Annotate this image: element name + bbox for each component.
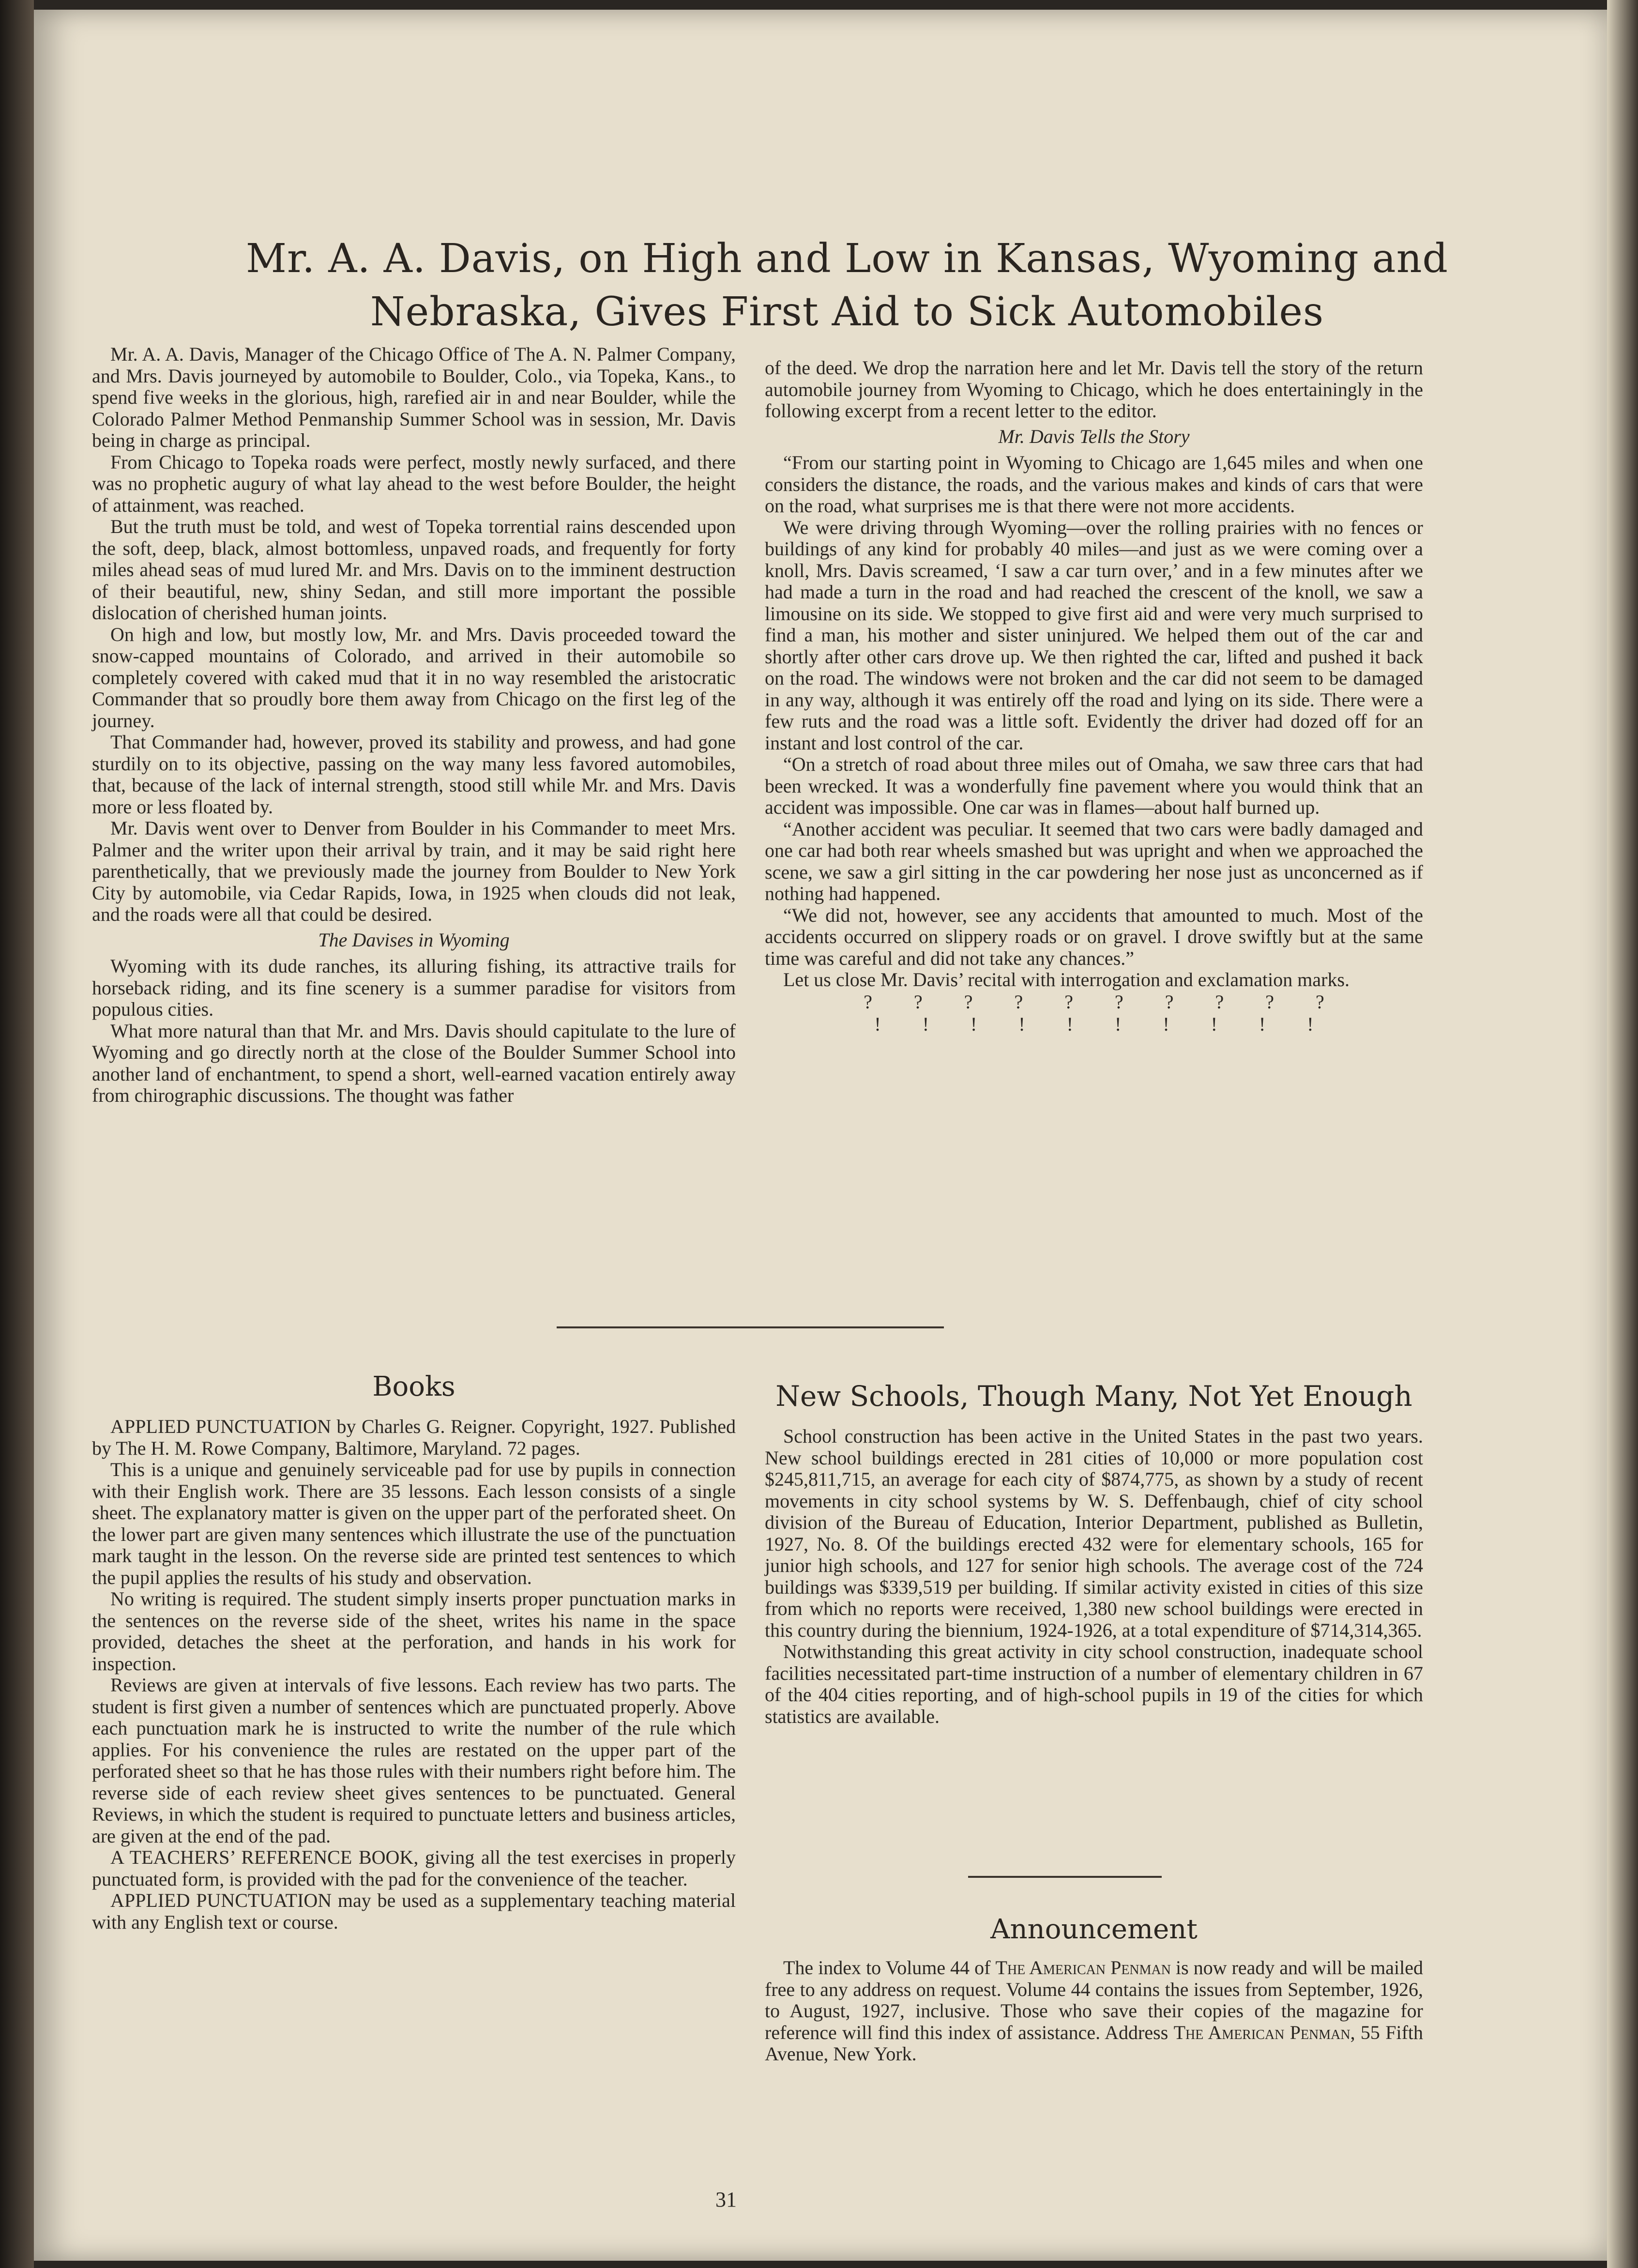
paragraph: This is a unique and genuinely serviceable pad for use by pupils in connection with their English work. There are 35 lessons. Each lesson consists of a single sheet. The explanatory matter is given on the upper part of the perforated sheet. On the lower part are given many sentences which illustrate the use of the punctuation mark taught in the lesson. On the reverse side are printed test sentences to which the pupil applies the results of his study and observation.	[92, 1459, 736, 1588]
paragraph: Let us close Mr. Davis’ recital with interrogation and exclamation marks.	[783, 969, 1350, 990]
paragraph: But the truth must be told, and west of Topeka torrential rains descended upon the soft, deep, black, almost bottomless, unpaved roads, and frequently for forty miles ahead seas of mud lured Mr. and Mrs. Davis on to the imminent destruction of their beautiful, new, shiny Sedan, and still more important the possible dislocation of cherished human joints.	[92, 516, 736, 624]
announcement-text-b: is now ready and will be mailed free to any address on request. Volume 44 contains the issues from September, 1926, to August, 1927, inclusive. Those who save their copies of the magazine for reference will find this index of assistance. Address	[765, 1957, 1424, 2043]
article-left-column	[92, 344, 736, 1107]
article-right-column	[765, 357, 1423, 1035]
announcement-text-c: , 55 Fifth Avenue, New York.	[765, 2021, 1424, 2065]
title-line-2: Nebraska, Gives First Aid to Sick Automobiles	[370, 289, 1324, 335]
books-column	[92, 1416, 736, 1933]
paragraph: From Chicago to Topeka roads were perfect, mostly newly surfaced, and there was no prophetic augury of what lay ahead to the west before Boulder, the height of attainment, was reached.	[92, 451, 736, 516]
schools-column	[765, 1426, 1423, 1727]
paragraph: Reviews are given at intervals of five lessons. Each review has two parts. The student is first given a number of sentences which are punctuated properly. Above each punctuation mark he is instructed to write the number of the rule which applies. For his convenience the rules are restated on the upper part of the perforated sheet so that he has those rules with their numbers right before him. The reverse side of each review sheet gives sentences to be punctuated. General Reviews, in which the student is required to punctuate letters and business articles, are given at the end of the pad.	[92, 1674, 736, 1847]
page-edge	[1607, 0, 1638, 2268]
announcement-column	[765, 1957, 1423, 2065]
paragraph: Mr. A. A. Davis, Manager of the Chicago Office of The A. N. Palmer Company, and Mrs. Davis journeyed by automobile to Boulder, Colo., via Topeka, Kans., to spend five weeks in the glorious, high, rarefied air in and near Boulder, while the Colorado Palmer Method Penmanship Summer School was in session, Mr. Davis being in charge as principal.	[92, 343, 736, 451]
article-title	[145, 232, 1549, 339]
announcement-text-a: The index to Volume 44 of	[783, 1957, 996, 1979]
paragraph: What more natural than that Mr. and Mrs. Davis should capitulate to the lure of Wyoming and go directly north at the close of the Boulder Summer School into another land of enchantment, to spend a short, well-earned vacation entirely away from chirographic discussions. The thought was father	[92, 1020, 736, 1106]
paragraph: On high and low, but mostly low, Mr. and Mrs. Davis proceeded toward the snow-capped mountains of Colorado, and arrived in their automobile so completely covered with caked mud that it in no way resembled the aristocratic Commander that so proudly bore them away from Chicago on the first leg of the journey.	[92, 623, 736, 731]
paragraph: of the deed. We drop the narration here and let Mr. Davis tell the story of the return automobile journey from Wyoming to Chicago, which he does entertainingly in the following excerpt from a recent letter to the editor.	[765, 357, 1423, 422]
exclamation-marks-row: ! ! ! ! ! ! ! ! ! !	[874, 1013, 1332, 1035]
paragraph: “On a stretch of road about three miles out of Omaha, we saw three cars that had been wrecked. It was a wonderfully fine pavement where you would think that an accident was impossible. One car was in flames—about half burned up.	[765, 753, 1423, 818]
subheading-davises: The Davises in Wyoming	[318, 929, 510, 951]
paragraph: “From our starting point in Wyoming to Chicago are 1,645 miles and when one considers the distance, the roads, and the various makes and kinds of cars that were on the road, what surprises me is that there were not more accidents.	[765, 452, 1423, 517]
subheading-story: Mr. Davis Tells the Story	[998, 425, 1190, 447]
magazine-name: The American Penman	[995, 1957, 1171, 1979]
paragraph: Notwithstanding this great activity in city school construction, inadequate school facilities necessitated part-time instruction of a number of elementary children in 67 of the 404 cities reporting, and of high-school pupils in 19 of the cities for which statistics are available.	[765, 1641, 1423, 1727]
section-divider	[557, 1326, 944, 1328]
paragraph: No writing is required. The student simply inserts proper punctuation marks in the sentences on the reverse side of the sheet, writes his name in the space provided, detaches the sheet at the perforation, and hands in his work for inspection.	[92, 1588, 736, 1674]
paragraph: “Another accident was peculiar. It seemed that two cars were badly damaged and one car had both rear wheels smashed but was upright and when we approached the scene, we saw a girl sitting in the car powdering her nose just as unconcerned as if nothing had happened.	[765, 818, 1423, 904]
books-heading: Books	[372, 1371, 455, 1402]
paragraph: APPLIED PUNCTUATION by Charles G. Reigner. Copyright, 1927. Published by The H. M. Rowe Company, Baltimore, Maryland. 72 pages.	[92, 1416, 736, 1459]
schools-heading: New Schools, Though Many, Not Yet Enough	[775, 1380, 1412, 1413]
magazine-name-2: The American Penman	[1173, 2021, 1350, 2043]
short-divider	[968, 1876, 1162, 1878]
paragraph: APPLIED PUNCTUATION may be used as a supplementary teaching material with any English text or course.	[92, 1889, 736, 1933]
paragraph: School construction has been active in the United States in the past two years. New school buildings erected in 281 cities of 10,000 or more population cost $245,811,715, an average for each city of $874,775, as shown by a study of recent movements in city school systems by W. S. Deffenbaugh, chief of city school division of the Bureau of Education, Interior Department, published as Bulletin, 1927, No. 8. Of the buildings erected 432 were for elementary schools, 165 for junior high schools, and 127 for senior high schools. The average cost of the 724 buildings was $339,519 per building. If similar activity existed in cities of this size from which no reports were received, 1,380 new school buildings were erected in this country during the biennium, 1924-1926, at a total expenditure of $714,314,365.	[765, 1425, 1423, 1641]
paragraph: Mr. Davis went over to Denver from Boulder in his Commander to meet Mrs. Palmer and the writer upon their arrival by train, and it may be said right here parenthetically, that we previously made the journey from Boulder to New York City by automobile, via Cedar Rapids, Iowa, in 1925 when clouds did not leak, and the roads were all that could be desired.	[92, 817, 736, 925]
page-number: 31	[715, 2188, 737, 2211]
paragraph: A TEACHERS’ REFERENCE BOOK, giving all the test exercises in properly punctuated form, is provided with the pad for the convenience of the teacher.	[92, 1846, 736, 1890]
announcement-paragraph	[765, 1957, 1423, 2065]
paragraph: We were driving through Wyoming—over the rolling prairies with no fences or buildings of any kind for probably 40 miles—and just as we were coming over a knoll, Mrs. Davis screamed, ‘I saw a car turn over,’ and in a few minutes after we had made a turn in the road and had reached the crescent of the knoll, we saw a limousine on its side. We stopped to give first aid and were very much surprised to find a man, his mother and sister uninjured. We helped them out of the car and shortly after other cars drove up. We then righted the car, lifted and pushed it back on the road. The windows were not broken and the car did not seem to be damaged in any way, although it was entirely off the road and lying on its side. There were a few ruts and the road was a little soft. Evidently the driver had dozed off for an instant and lost control of the car.	[765, 516, 1423, 754]
announcement-heading: Announcement	[990, 1914, 1198, 1945]
book-gutter	[0, 0, 34, 2268]
paragraph: Wyoming with its dude ranches, its alluring fishing, its attractive trails for horseback riding, and its fine scenery is a summer paradise for visitors from populous cities.	[92, 955, 736, 1020]
paragraph: That Commander had, however, proved its stability and prowess, and had gone sturdily on to its objective, passing on the way many less favored automobiles, that, because of the lack of internal strength, stood still while Mr. and Mrs. Davis more or less floated by.	[92, 731, 736, 818]
question-marks-row: ? ? ? ? ? ? ? ? ? ?	[864, 990, 1343, 1013]
title-line-1: Mr. A. A. Davis, on High and Low in Kansas, Wyoming and	[245, 236, 1448, 282]
paragraph: “We did not, however, see any accidents that amounted to much. Most of the accidents occurred on slippery roads or on gravel. I drove swiftly but at the same time was careful and did not take any chances.”	[765, 904, 1423, 969]
